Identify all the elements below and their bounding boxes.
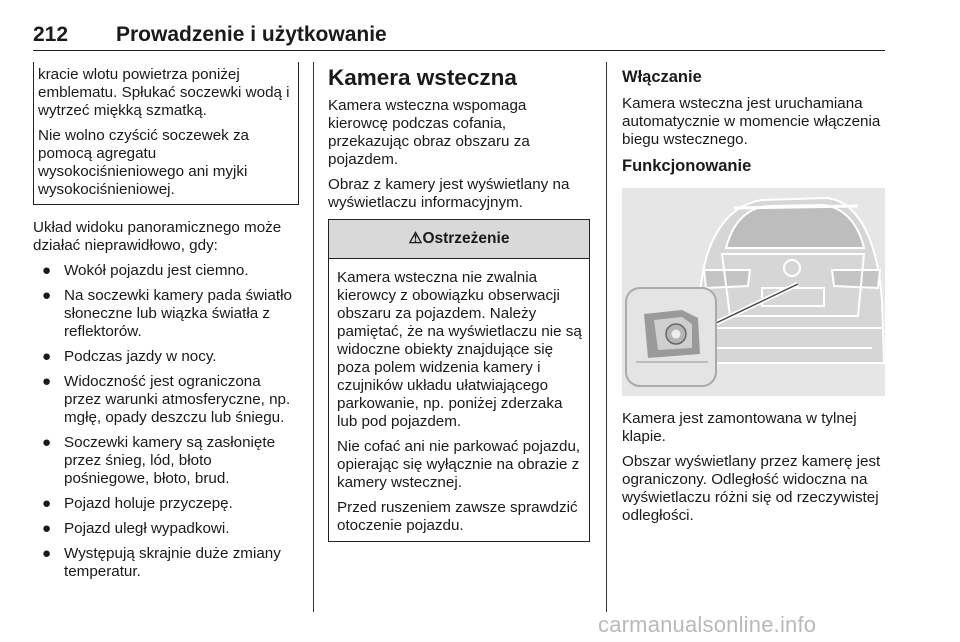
- bullet-icon: ●: [42, 434, 52, 451]
- bullet-icon: ●: [42, 373, 52, 390]
- conditions-list: [33, 262, 299, 581]
- list-item: [33, 373, 299, 427]
- column-middle: [328, 62, 590, 542]
- list-item: [33, 287, 299, 341]
- list-item-text: Pojazd holuje przyczepę.: [64, 495, 233, 512]
- header-rule: [33, 50, 885, 51]
- column-left: [33, 62, 299, 588]
- watermark: carmanualsonline.info: [598, 612, 817, 637]
- list-item: [33, 434, 299, 488]
- warning-header: [329, 220, 589, 259]
- list-item-text: Występują skrajnie duże zmiany temperatur.: [64, 545, 281, 580]
- bullet-icon: ●: [42, 287, 52, 304]
- paragraph: Kamera wsteczna jest uruchamiana automatycznie w momencie włączenia biegu wstecznego.: [622, 95, 881, 148]
- bullet-icon: ●: [42, 545, 52, 562]
- conditions-intro: Układ widoku panoramicznego może działać nieprawidłowo, gdy:: [33, 219, 282, 254]
- warning-body: [329, 259, 589, 541]
- warning-box: [328, 219, 590, 542]
- list-item-text: Pojazd uległ wypadkowi.: [64, 520, 230, 537]
- warning-triangle-icon: ⚠: [408, 230, 423, 247]
- bullet-icon: ●: [42, 520, 52, 537]
- list-item: [33, 262, 299, 280]
- bullet-icon: ●: [42, 495, 52, 512]
- bullet-icon: ●: [42, 348, 52, 365]
- column-divider: [606, 62, 607, 612]
- heading-function: Funkcjonowanie: [622, 157, 752, 175]
- warning-paragraph: Przed ruszeniem zawsze sprawdzić otoczenie pojazdu.: [337, 499, 578, 534]
- paragraph: Obszar wyświetlany przez kamerę jest ograniczony. Odległość widoczna na wyświetlaczu różni się od rzeczywistej odległości.: [622, 453, 881, 524]
- section-title: Kamera wsteczna: [328, 65, 517, 90]
- chapter-title: Prowadzenie i użytkowanie: [116, 23, 387, 46]
- list-item-text: Widoczność jest ograniczona przez warunki atmosferyczne, np. mgłę, opady deszczu lub śniegu.: [64, 373, 291, 426]
- rear-camera-illustration: [622, 188, 885, 396]
- list-item: [33, 520, 299, 538]
- cleaning-note-box: [33, 62, 299, 205]
- list-item-text: Wokół pojazdu jest ciemno.: [64, 262, 249, 279]
- list-item: [33, 348, 299, 366]
- list-item-text: Na soczewki kamery pada światło słoneczne lub wiązka światła z reflektorów.: [64, 287, 292, 340]
- list-item: [33, 495, 299, 513]
- bullet-icon: ●: [42, 262, 52, 279]
- page-number: 212: [33, 23, 69, 46]
- warning-paragraph: Nie cofać ani nie parkować pojazdu, opierając się wyłącznie na obrazie z kamery wstecznej.: [337, 438, 581, 491]
- column-right: [622, 62, 885, 532]
- page-header: [33, 23, 885, 51]
- box-paragraph: kracie wlotu powietrza poniżej emblematu. Spłukać soczewki wodą i wytrzeć miękką szmatką.: [38, 66, 290, 119]
- paragraph: Kamera wsteczna wspomaga kierowcę podczas cofania, przekazując obraz obszaru za pojazdem.: [328, 97, 530, 168]
- warning-paragraph: Kamera wsteczna nie zwalnia kierowcy z obowiązku obserwacji obszaru za pojazdem. Należy pamiętać, że na wyświetlaczu nie są widoczne obiekty znajdujące się poza polem widzenia kamery i czujników układu ułatwiającego parkowanie, np. poniżej zderzaka lub pod pojazdem.: [337, 269, 582, 430]
- heading-switch-on: Włączanie: [622, 68, 702, 86]
- list-item-text: Soczewki kamery są zasłonięte przez śnieg, lód, błoto pośniegowe, błoto, brud.: [64, 434, 276, 487]
- box-paragraph: Nie wolno czyścić soczewek za pomocą agregatu wysokociśnieniowego ani myjki wysokociśnieniowej.: [38, 127, 250, 198]
- paragraph: Obraz z kamery jest wyświetlany na wyświetlaczu informacyjnym.: [328, 176, 570, 211]
- list-item: [33, 545, 299, 581]
- paragraph: Kamera jest zamontowana w tylnej klapie.: [622, 410, 857, 445]
- list-item-text: Podczas jazdy w nocy.: [64, 348, 217, 365]
- column-divider: [313, 62, 314, 612]
- warning-title: Ostrzeżenie: [422, 230, 510, 247]
